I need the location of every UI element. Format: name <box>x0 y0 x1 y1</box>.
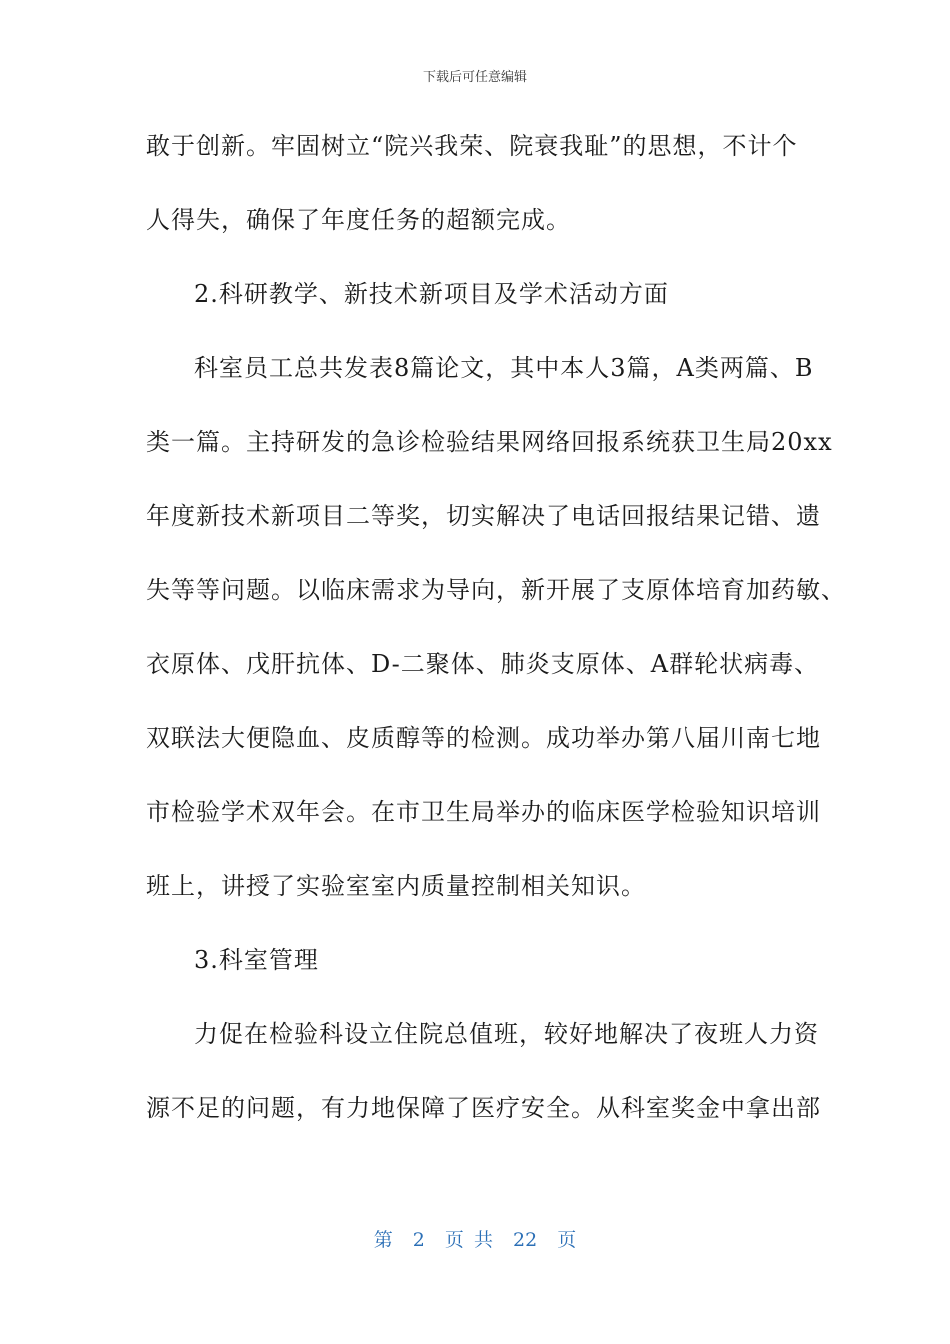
page-mid: 页 共 <box>444 1229 493 1251</box>
header-note: 下载后可任意编辑 <box>422 70 527 85</box>
body-line: 双联法大便隐血、皮质醇等的检测。成功举办第八届川南七地 <box>146 724 821 752</box>
body-line: 市检验学术双年会。在市卫生局举办的临床医学检验知识培训 <box>146 798 821 826</box>
document-body <box>146 122 846 1158</box>
body-line: 年度新技术新项目二等奖，切实解决了电话回报结果记错、遗 <box>146 502 821 530</box>
body-line: 衣原体、戊肝抗体、D-二聚体、肺炎支原体、A群轮状病毒、 <box>146 650 820 678</box>
body-line: 敢于创新。牢固树立“院兴我荣、院衰我耻”的思想，不计个 <box>146 132 798 160</box>
page-suffix: 页 <box>557 1229 577 1251</box>
body-line: 力促在检验科设立住院总值班，较好地解决了夜班人力资 <box>194 1020 819 1048</box>
page-prefix: 第 <box>373 1229 393 1251</box>
body-line: 人得失，确保了年度任务的超额完成。 <box>146 206 571 234</box>
section-heading: 3.科室管理 <box>194 946 319 974</box>
body-line: 类一篇。主持研发的急诊检验结果网络回报系统获卫生局20xx <box>146 428 833 456</box>
body-line: 班上，讲授了实验室室内质量控制相关知识。 <box>146 872 646 900</box>
page-number: 2 <box>412 1229 425 1251</box>
body-line: 失等等问题。以临床需求为导向，新开展了支原体培育加药敏、 <box>146 576 846 604</box>
section-heading: 2.科研教学、新技术新项目及学术活动方面 <box>194 280 669 308</box>
page-footer <box>0 1225 950 1252</box>
body-line: 科室员工总共发表8篇论文，其中本人3篇，A类两篇、B <box>194 354 814 382</box>
page-total: 22 <box>513 1229 538 1251</box>
body-line: 源不足的问题，有力地保障了医疗安全。从科室奖金中拿出部 <box>146 1094 821 1122</box>
